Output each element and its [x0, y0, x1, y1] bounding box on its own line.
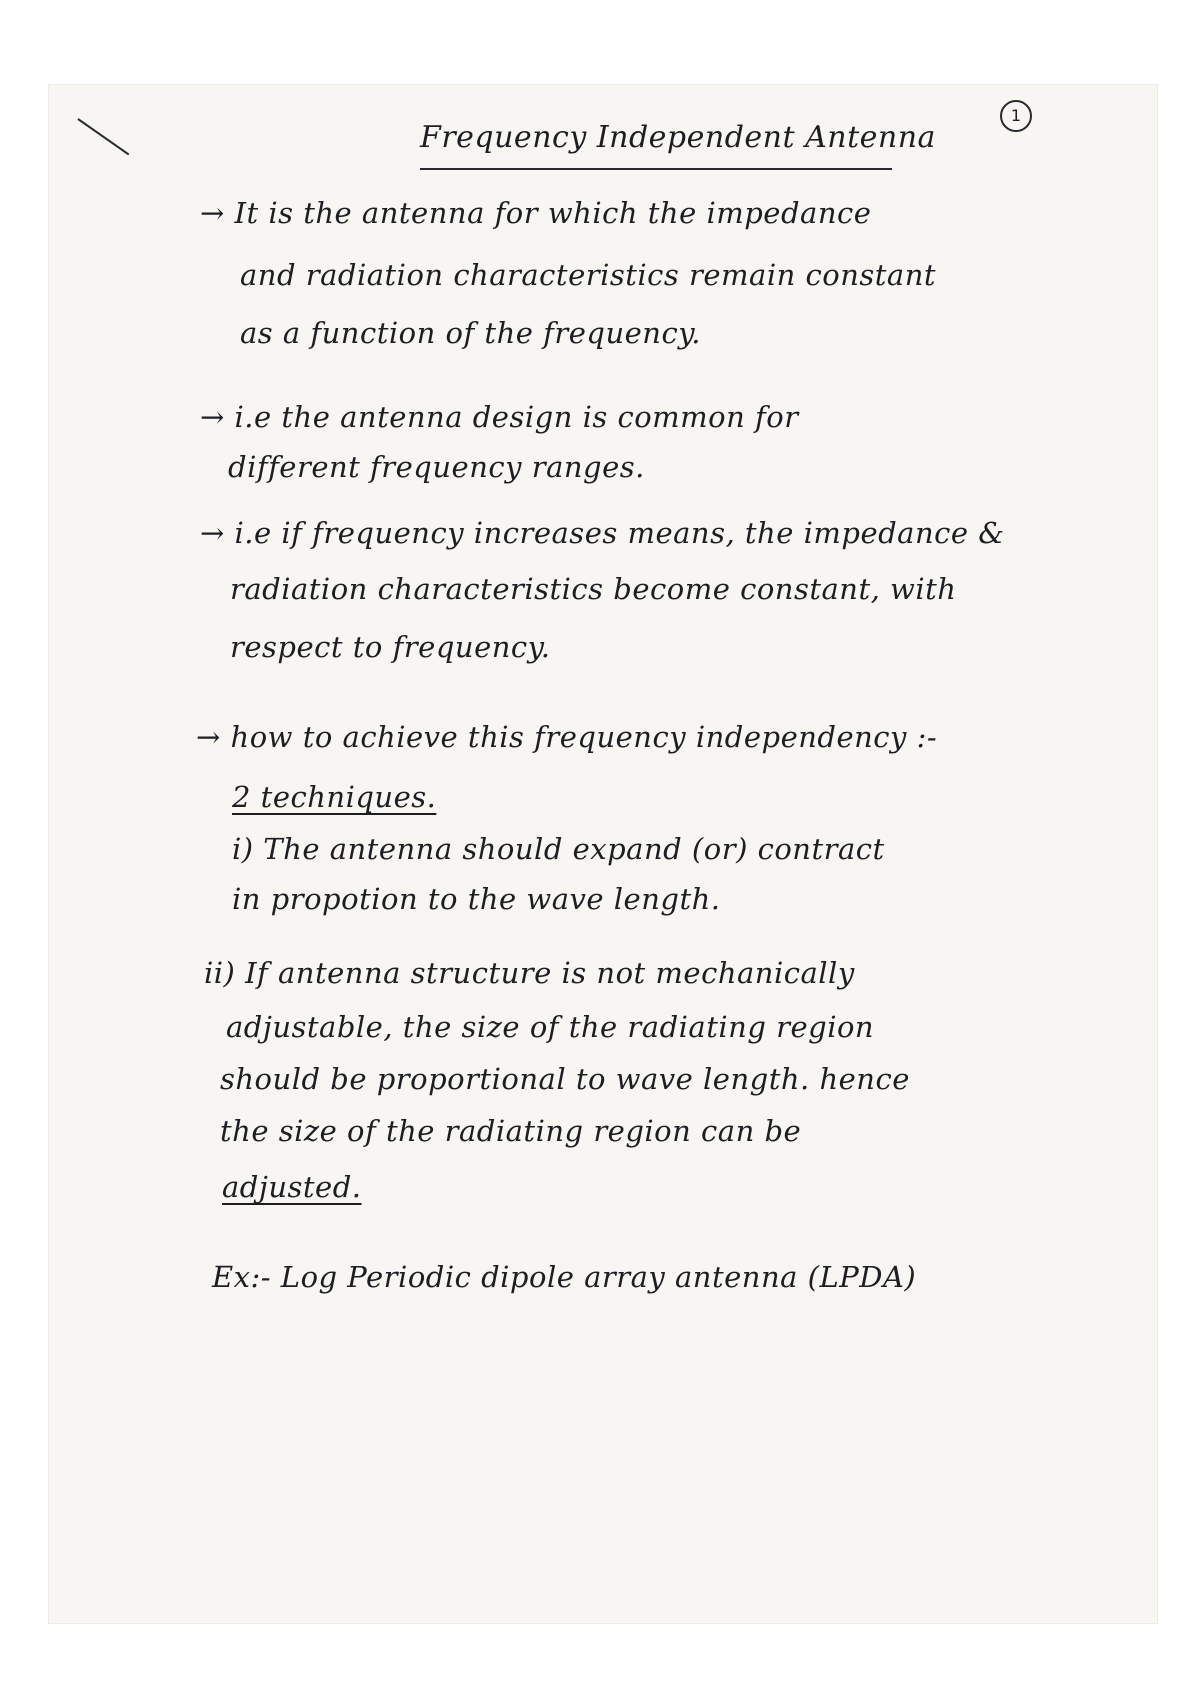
- text-line: the size of the radiating region can be: [220, 1114, 802, 1148]
- text-line: → i.e if frequency increases means, the impedance &: [200, 516, 1005, 550]
- title-underline: [420, 168, 892, 170]
- text-line: ii) If antenna structure is not mechanically: [204, 956, 855, 990]
- text-line: and radiation characteristics remain constant: [240, 258, 937, 292]
- text-line: radiation characteristics become constant, with: [230, 572, 957, 606]
- text-line: 2 techniques.: [232, 780, 437, 814]
- text-line: → It is the antenna for which the impedance: [200, 196, 872, 230]
- text-line: → i.e the antenna design is common for: [200, 400, 799, 434]
- text-line: i) The antenna should expand (or) contract: [232, 832, 885, 866]
- text-line: respect to frequency.: [230, 630, 551, 664]
- page-title: Frequency Independent Antenna: [420, 120, 936, 155]
- text-line: in propotion to the wave length.: [232, 882, 721, 916]
- text-line: Ex:- Log Periodic dipole array antenna (LPDA): [212, 1260, 917, 1294]
- page-number: 1: [1000, 100, 1032, 132]
- text-line: different frequency ranges.: [228, 450, 645, 484]
- text-line: adjustable, the size of the radiating region: [226, 1010, 875, 1044]
- text-line: → how to achieve this frequency independency :-: [196, 720, 938, 754]
- text-line: as a function of the frequency.: [240, 316, 701, 350]
- text-line: adjusted.: [222, 1170, 362, 1204]
- text-line: should be proportional to wave length. hence: [220, 1062, 910, 1096]
